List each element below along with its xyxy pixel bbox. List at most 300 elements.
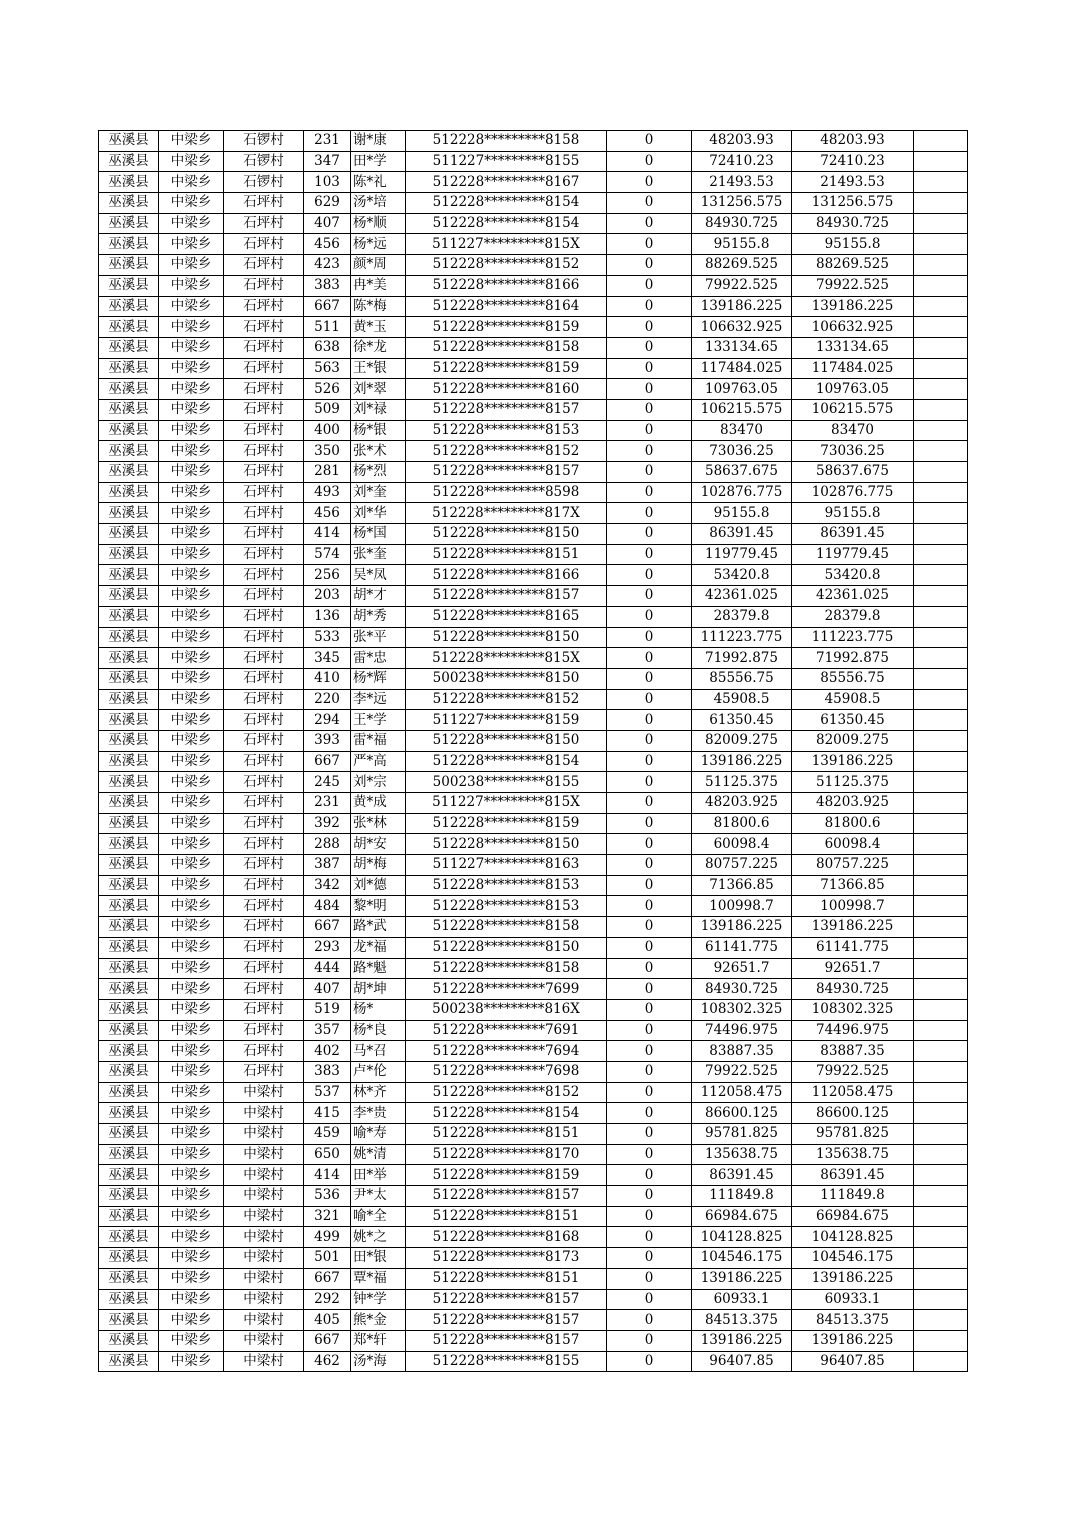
name-cell: 林*齐 (351, 1082, 406, 1103)
id-number-cell: 512228*********8157 (406, 1186, 607, 1207)
county-cell: 巫溪县 (99, 999, 159, 1020)
amount-cell: 139186.225 (692, 1268, 792, 1289)
id-number-cell: 512228*********8157 (406, 399, 607, 420)
amount-cell: 66984.675 (692, 1206, 792, 1227)
zero-cell: 0 (607, 399, 692, 420)
village-cell: 石坪村 (224, 648, 304, 669)
village-cell: 石坪村 (224, 813, 304, 834)
amount-cell: 61350.45 (692, 710, 792, 731)
village-cell: 石坪村 (224, 1061, 304, 1082)
name-cell: 路*魁 (351, 958, 406, 979)
village-cell: 石坪村 (224, 586, 304, 607)
village-cell: 石坪村 (224, 213, 304, 234)
county-cell: 巫溪县 (99, 793, 159, 814)
table-row (99, 151, 968, 172)
amount-cell: 84930.725 (692, 979, 792, 1000)
count-cell: 493 (304, 482, 351, 503)
amount-cell: 81800.6 (692, 813, 792, 834)
county-cell: 巫溪县 (99, 1330, 159, 1351)
name-cell: 雷*福 (351, 730, 406, 751)
total-cell: 48203.925 (792, 793, 914, 814)
township-cell: 中梁乡 (159, 1124, 224, 1145)
id-number-cell: 512228*********8150 (406, 627, 607, 648)
id-number-cell: 512228*********7699 (406, 979, 607, 1000)
amount-cell: 71366.85 (692, 875, 792, 896)
id-number-cell: 512228*********8151 (406, 544, 607, 565)
table-row (99, 503, 968, 524)
name-cell: 杨* (351, 999, 406, 1020)
name-cell: 王*学 (351, 710, 406, 731)
village-cell: 石坪村 (224, 627, 304, 648)
id-number-cell: 512228*********8152 (406, 255, 607, 276)
township-cell: 中梁乡 (159, 565, 224, 586)
table-body (99, 131, 968, 1372)
township-cell: 中梁乡 (159, 1268, 224, 1289)
blank-cell (914, 1268, 968, 1289)
table-row (99, 544, 968, 565)
county-cell: 巫溪县 (99, 275, 159, 296)
township-cell: 中梁乡 (159, 689, 224, 710)
total-cell: 139186.225 (792, 917, 914, 938)
id-number-cell: 511227*********815X (406, 793, 607, 814)
blank-cell (914, 503, 968, 524)
total-cell: 60933.1 (792, 1289, 914, 1310)
township-cell: 中梁乡 (159, 1103, 224, 1124)
amount-cell: 133134.65 (692, 337, 792, 358)
township-cell: 中梁乡 (159, 896, 224, 917)
township-cell: 中梁乡 (159, 255, 224, 276)
id-number-cell: 512228*********8158 (406, 337, 607, 358)
township-cell: 中梁乡 (159, 1206, 224, 1227)
total-cell: 58637.675 (792, 462, 914, 483)
zero-cell: 0 (607, 1144, 692, 1165)
name-cell: 喻*寿 (351, 1124, 406, 1145)
count-cell: 423 (304, 255, 351, 276)
blank-cell (914, 648, 968, 669)
township-cell: 中梁乡 (159, 296, 224, 317)
county-cell: 巫溪县 (99, 627, 159, 648)
zero-cell: 0 (607, 462, 692, 483)
village-cell: 石坪村 (224, 234, 304, 255)
name-cell: 杨*烈 (351, 462, 406, 483)
table-row (99, 999, 968, 1020)
blank-cell (914, 462, 968, 483)
zero-cell: 0 (607, 710, 692, 731)
blank-cell (914, 710, 968, 731)
township-cell: 中梁乡 (159, 648, 224, 669)
count-cell: 511 (304, 317, 351, 338)
total-cell: 79922.525 (792, 275, 914, 296)
blank-cell (914, 524, 968, 545)
total-cell: 71992.875 (792, 648, 914, 669)
blank-cell (914, 213, 968, 234)
county-cell: 巫溪县 (99, 482, 159, 503)
village-cell: 石坪村 (224, 606, 304, 627)
count-cell: 383 (304, 1061, 351, 1082)
blank-cell (914, 172, 968, 193)
id-number-cell: 512228*********8157 (406, 462, 607, 483)
total-cell: 104128.825 (792, 1227, 914, 1248)
county-cell: 巫溪县 (99, 317, 159, 338)
zero-cell: 0 (607, 1227, 692, 1248)
village-cell: 中梁村 (224, 1310, 304, 1331)
total-cell: 106215.575 (792, 399, 914, 420)
total-cell: 73036.25 (792, 441, 914, 462)
county-cell: 巫溪县 (99, 834, 159, 855)
township-cell: 中梁乡 (159, 1144, 224, 1165)
township-cell: 中梁乡 (159, 462, 224, 483)
total-cell: 109763.05 (792, 379, 914, 400)
township-cell: 中梁乡 (159, 358, 224, 379)
count-cell: 459 (304, 1124, 351, 1145)
table-row (99, 1103, 968, 1124)
total-cell: 139186.225 (792, 1268, 914, 1289)
county-cell: 巫溪县 (99, 813, 159, 834)
amount-cell: 139186.225 (692, 917, 792, 938)
blank-cell (914, 937, 968, 958)
blank-cell (914, 1351, 968, 1372)
amount-cell: 48203.93 (692, 131, 792, 152)
village-cell: 中梁村 (224, 1330, 304, 1351)
table-row (99, 193, 968, 214)
county-cell: 巫溪县 (99, 1124, 159, 1145)
total-cell: 53420.8 (792, 565, 914, 586)
county-cell: 巫溪县 (99, 337, 159, 358)
village-cell: 石坪村 (224, 503, 304, 524)
village-cell: 中梁村 (224, 1206, 304, 1227)
village-cell: 中梁村 (224, 1227, 304, 1248)
village-cell: 中梁村 (224, 1082, 304, 1103)
zero-cell: 0 (607, 896, 692, 917)
county-cell: 巫溪县 (99, 668, 159, 689)
total-cell: 95155.8 (792, 234, 914, 255)
township-cell: 中梁乡 (159, 917, 224, 938)
blank-cell (914, 689, 968, 710)
name-cell: 张*术 (351, 441, 406, 462)
township-cell: 中梁乡 (159, 337, 224, 358)
table-row (99, 1227, 968, 1248)
amount-cell: 21493.53 (692, 172, 792, 193)
id-number-cell: 512228*********8151 (406, 1124, 607, 1145)
table-row (99, 275, 968, 296)
table-row (99, 172, 968, 193)
village-cell: 石坪村 (224, 482, 304, 503)
amount-cell: 108302.325 (692, 999, 792, 1020)
zero-cell: 0 (607, 1206, 692, 1227)
name-cell: 张*林 (351, 813, 406, 834)
county-cell: 巫溪县 (99, 213, 159, 234)
village-cell: 石坪村 (224, 689, 304, 710)
township-cell: 中梁乡 (159, 586, 224, 607)
table-row (99, 937, 968, 958)
amount-cell: 139186.225 (692, 296, 792, 317)
name-cell: 黄*玉 (351, 317, 406, 338)
amount-cell: 139186.225 (692, 751, 792, 772)
amount-cell: 106632.925 (692, 317, 792, 338)
name-cell: 刘*德 (351, 875, 406, 896)
county-cell: 巫溪县 (99, 1082, 159, 1103)
blank-cell (914, 151, 968, 172)
zero-cell: 0 (607, 234, 692, 255)
table-row (99, 482, 968, 503)
table-row (99, 979, 968, 1000)
total-cell: 139186.225 (792, 1330, 914, 1351)
blank-cell (914, 1020, 968, 1041)
total-cell: 66984.675 (792, 1206, 914, 1227)
zero-cell: 0 (607, 917, 692, 938)
count-cell: 414 (304, 1165, 351, 1186)
count-cell: 462 (304, 1351, 351, 1372)
id-number-cell: 512228*********8152 (406, 1082, 607, 1103)
village-cell: 石坪村 (224, 917, 304, 938)
id-number-cell: 512228*********8159 (406, 317, 607, 338)
name-cell: 熊*金 (351, 1310, 406, 1331)
amount-cell: 92651.7 (692, 958, 792, 979)
zero-cell: 0 (607, 1351, 692, 1372)
count-cell: 456 (304, 234, 351, 255)
blank-cell (914, 1186, 968, 1207)
amount-cell: 61141.775 (692, 937, 792, 958)
id-number-cell: 500238*********8155 (406, 772, 607, 793)
township-cell: 中梁乡 (159, 606, 224, 627)
table-row (99, 317, 968, 338)
township-cell: 中梁乡 (159, 937, 224, 958)
village-cell: 中梁村 (224, 1165, 304, 1186)
township-cell: 中梁乡 (159, 1351, 224, 1372)
amount-cell: 86391.45 (692, 1165, 792, 1186)
village-cell: 中梁村 (224, 1103, 304, 1124)
total-cell: 79922.525 (792, 1061, 914, 1082)
count-cell: 519 (304, 999, 351, 1020)
zero-cell: 0 (607, 586, 692, 607)
amount-cell: 60933.1 (692, 1289, 792, 1310)
village-cell: 石坪村 (224, 668, 304, 689)
township-cell: 中梁乡 (159, 1061, 224, 1082)
county-cell: 巫溪县 (99, 875, 159, 896)
amount-cell: 139186.225 (692, 1330, 792, 1351)
total-cell: 112058.475 (792, 1082, 914, 1103)
amount-cell: 84930.725 (692, 213, 792, 234)
name-cell: 覃*福 (351, 1268, 406, 1289)
zero-cell: 0 (607, 606, 692, 627)
township-cell: 中梁乡 (159, 751, 224, 772)
total-cell: 131256.575 (792, 193, 914, 214)
amount-cell: 102876.775 (692, 482, 792, 503)
name-cell: 徐*龙 (351, 337, 406, 358)
amount-cell: 86391.45 (692, 524, 792, 545)
county-cell: 巫溪县 (99, 979, 159, 1000)
township-cell: 中梁乡 (159, 710, 224, 731)
amount-cell: 106215.575 (692, 399, 792, 420)
total-cell: 106632.925 (792, 317, 914, 338)
name-cell: 张*平 (351, 627, 406, 648)
blank-cell (914, 1103, 968, 1124)
amount-cell: 112058.475 (692, 1082, 792, 1103)
total-cell: 28379.8 (792, 606, 914, 627)
village-cell: 石坪村 (224, 896, 304, 917)
id-number-cell: 512228*********8166 (406, 565, 607, 586)
table-row (99, 255, 968, 276)
table-row (99, 586, 968, 607)
village-cell: 石坪村 (224, 834, 304, 855)
name-cell: 路*武 (351, 917, 406, 938)
total-cell: 100998.7 (792, 896, 914, 917)
count-cell: 357 (304, 1020, 351, 1041)
blank-cell (914, 358, 968, 379)
total-cell: 81800.6 (792, 813, 914, 834)
amount-cell: 86600.125 (692, 1103, 792, 1124)
id-number-cell: 512228*********8157 (406, 1289, 607, 1310)
table-row (99, 379, 968, 400)
total-cell: 61141.775 (792, 937, 914, 958)
village-cell: 石坪村 (224, 358, 304, 379)
village-cell: 石坪村 (224, 544, 304, 565)
name-cell: 黄*成 (351, 793, 406, 814)
blank-cell (914, 1082, 968, 1103)
amount-cell: 88269.525 (692, 255, 792, 276)
county-cell: 巫溪县 (99, 151, 159, 172)
count-cell: 533 (304, 627, 351, 648)
village-cell: 石锣村 (224, 151, 304, 172)
name-cell: 刘*宗 (351, 772, 406, 793)
name-cell: 李*贵 (351, 1103, 406, 1124)
count-cell: 526 (304, 379, 351, 400)
county-cell: 巫溪县 (99, 1020, 159, 1041)
total-cell: 45908.5 (792, 689, 914, 710)
zero-cell: 0 (607, 379, 692, 400)
table-row (99, 689, 968, 710)
total-cell: 108302.325 (792, 999, 914, 1020)
count-cell: 231 (304, 793, 351, 814)
blank-cell (914, 337, 968, 358)
township-cell: 中梁乡 (159, 1041, 224, 1062)
county-cell: 巫溪县 (99, 1289, 159, 1310)
name-cell: 田*学 (351, 151, 406, 172)
amount-cell: 72410.23 (692, 151, 792, 172)
blank-cell (914, 1330, 968, 1351)
count-cell: 292 (304, 1289, 351, 1310)
amount-cell: 74496.975 (692, 1020, 792, 1041)
blank-cell (914, 586, 968, 607)
count-cell: 484 (304, 896, 351, 917)
name-cell: 姚*之 (351, 1227, 406, 1248)
count-cell: 288 (304, 834, 351, 855)
township-cell: 中梁乡 (159, 1248, 224, 1269)
village-cell: 石坪村 (224, 875, 304, 896)
count-cell: 415 (304, 1103, 351, 1124)
county-cell: 巫溪县 (99, 917, 159, 938)
blank-cell (914, 855, 968, 876)
village-cell: 石坪村 (224, 793, 304, 814)
count-cell: 220 (304, 689, 351, 710)
village-cell: 石坪村 (224, 420, 304, 441)
county-cell: 巫溪县 (99, 296, 159, 317)
blank-cell (914, 565, 968, 586)
county-cell: 巫溪县 (99, 1351, 159, 1372)
table-row (99, 565, 968, 586)
table-row (99, 1206, 968, 1227)
name-cell: 胡*安 (351, 834, 406, 855)
township-cell: 中梁乡 (159, 772, 224, 793)
township-cell: 中梁乡 (159, 999, 224, 1020)
village-cell: 中梁村 (224, 1351, 304, 1372)
table-row (99, 420, 968, 441)
township-cell: 中梁乡 (159, 275, 224, 296)
zero-cell: 0 (607, 565, 692, 586)
zero-cell: 0 (607, 689, 692, 710)
table-row (99, 441, 968, 462)
amount-cell: 111849.8 (692, 1186, 792, 1207)
amount-cell: 60098.4 (692, 834, 792, 855)
county-cell: 巫溪县 (99, 1186, 159, 1207)
township-cell: 中梁乡 (159, 979, 224, 1000)
id-number-cell: 512228*********8154 (406, 1103, 607, 1124)
count-cell: 293 (304, 937, 351, 958)
id-number-cell: 512228*********8157 (406, 1330, 607, 1351)
amount-cell: 119779.45 (692, 544, 792, 565)
amount-cell: 135638.75 (692, 1144, 792, 1165)
county-cell: 巫溪县 (99, 172, 159, 193)
county-cell: 巫溪县 (99, 958, 159, 979)
county-cell: 巫溪县 (99, 1061, 159, 1082)
amount-cell: 117484.025 (692, 358, 792, 379)
village-cell: 石坪村 (224, 337, 304, 358)
amount-cell: 79922.525 (692, 275, 792, 296)
count-cell: 103 (304, 172, 351, 193)
village-cell: 石坪村 (224, 958, 304, 979)
village-cell: 石坪村 (224, 399, 304, 420)
count-cell: 392 (304, 813, 351, 834)
total-cell: 74496.975 (792, 1020, 914, 1041)
table-row (99, 772, 968, 793)
id-number-cell: 500238*********8150 (406, 668, 607, 689)
zero-cell: 0 (607, 855, 692, 876)
blank-cell (914, 875, 968, 896)
county-cell: 巫溪县 (99, 1248, 159, 1269)
table-row (99, 1310, 968, 1331)
county-cell: 巫溪县 (99, 1144, 159, 1165)
zero-cell: 0 (607, 275, 692, 296)
blank-cell (914, 379, 968, 400)
count-cell: 667 (304, 1268, 351, 1289)
total-cell: 84930.725 (792, 979, 914, 1000)
count-cell: 400 (304, 420, 351, 441)
zero-cell: 0 (607, 772, 692, 793)
amount-cell: 71992.875 (692, 648, 792, 669)
count-cell: 407 (304, 979, 351, 1000)
township-cell: 中梁乡 (159, 503, 224, 524)
county-cell: 巫溪县 (99, 131, 159, 152)
name-cell: 马*召 (351, 1041, 406, 1062)
count-cell: 231 (304, 131, 351, 152)
count-cell: 281 (304, 462, 351, 483)
blank-cell (914, 1144, 968, 1165)
name-cell: 汤*海 (351, 1351, 406, 1372)
zero-cell: 0 (607, 751, 692, 772)
table-row (99, 1248, 968, 1269)
count-cell: 667 (304, 296, 351, 317)
total-cell: 86391.45 (792, 1165, 914, 1186)
name-cell: 黎*明 (351, 896, 406, 917)
table-row (99, 1144, 968, 1165)
table-row (99, 917, 968, 938)
zero-cell: 0 (607, 668, 692, 689)
name-cell: 杨*辉 (351, 668, 406, 689)
amount-cell: 85556.75 (692, 668, 792, 689)
table-row (99, 462, 968, 483)
count-cell: 574 (304, 544, 351, 565)
id-number-cell: 512228*********8153 (406, 875, 607, 896)
